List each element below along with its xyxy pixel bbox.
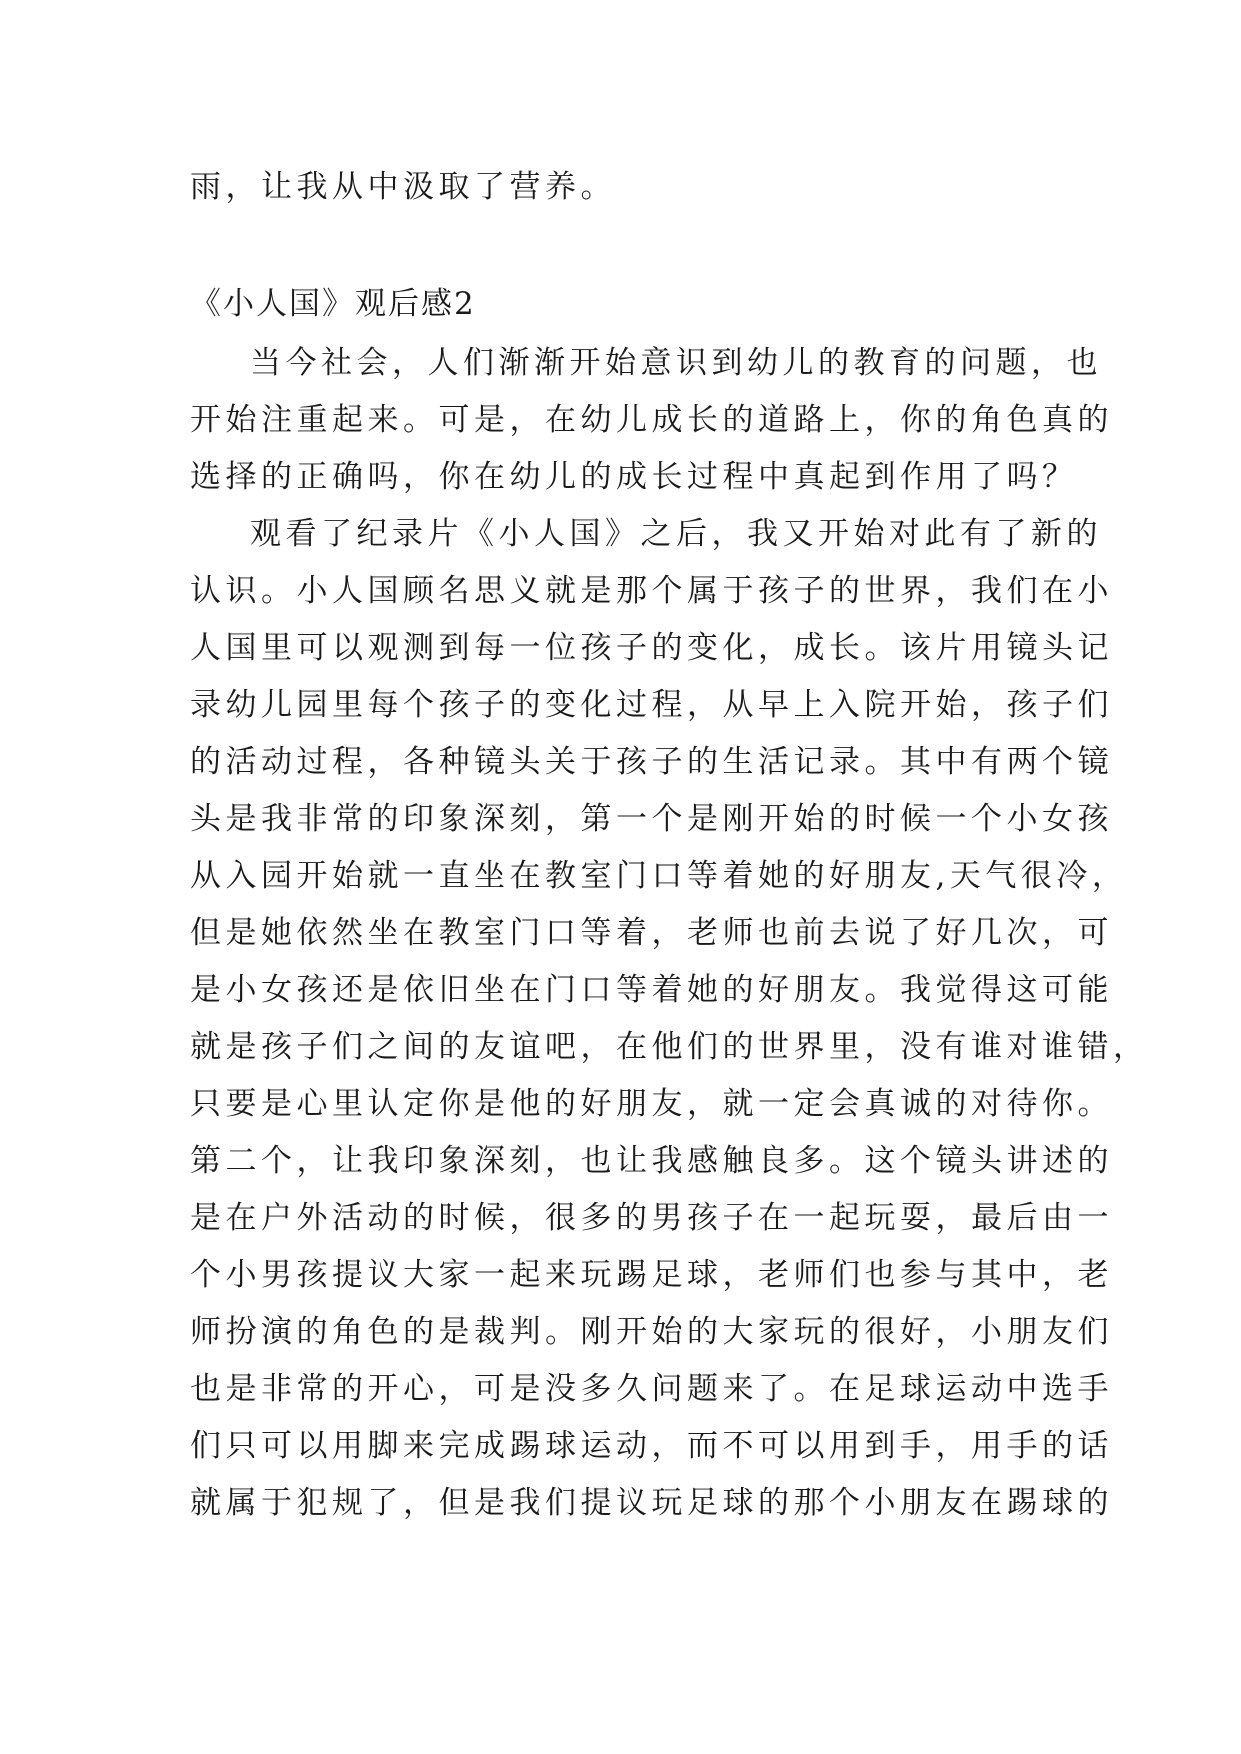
paragraph-line: 们只可以用脚来完成踢球运动，而不可以用到手，用手的话 xyxy=(190,1428,1113,1464)
paragraph-line: 人国里可以观测到每一位孩子的变化，成长。该片用镜头记 xyxy=(190,630,1113,666)
paragraph-line: 个小男孩提议大家一起来玩踢足球，老师们也参与其中，老 xyxy=(190,1257,1113,1293)
paragraph-line: 是在户外活动的时候，很多的男孩子在一起玩耍，最后由一 xyxy=(190,1200,1113,1236)
paragraph-line: 选择的正确吗，你在幼儿的成长过程中真起到作用了吗？ xyxy=(190,459,1078,495)
paragraph-line: 只要是心里认定你是他的好朋友，就一定会真诚的对待你。 xyxy=(190,1086,1113,1122)
paragraph-line: 雨，让我从中汲取了营养。 xyxy=(190,169,616,205)
paragraph-line: 也是非常的开心，可是没多久问题来了。在足球运动中选手 xyxy=(190,1371,1113,1407)
paragraph-line: 师扮演的角色的是裁判。刚开始的大家玩的很好，小朋友们 xyxy=(190,1314,1113,1350)
paragraph-line: 从入园开始就一直坐在教室门口等着她的好朋友,天气很冷， xyxy=(190,858,1128,894)
paragraph-line: 第二个，让我印象深刻，也让我感触良多。这个镜头讲述的 xyxy=(190,1143,1113,1179)
paragraph-line: 的活动过程，各种镜头关于孩子的生活记录。其中有两个镜 xyxy=(190,744,1113,780)
paragraph-line: 认识。小人国顾名思义就是那个属于孩子的世界，我们在小 xyxy=(190,573,1113,609)
paragraph-line: 头是我非常的印象深刻，第一个是刚开始的时候一个小女孩 xyxy=(190,801,1113,837)
paragraph-line: 观看了纪录片《小人国》之后，我又开始对此有了新的 xyxy=(250,516,1102,552)
section-heading: 《小人国》观后感2 xyxy=(190,286,476,322)
paragraph-line: 当今社会，人们渐渐开始意识到幼儿的教育的问题，也 xyxy=(250,345,1102,381)
paragraph-line: 但是她依然坐在教室门口等着，老师也前去说了好几次，可 xyxy=(190,915,1113,951)
paragraph-line: 是小女孩还是依旧坐在门口等着她的好朋友。我觉得这可能 xyxy=(190,972,1113,1008)
paragraph-line: 就是孩子们之间的友谊吧，在他们的世界里，没有谁对谁错， xyxy=(190,1029,1149,1065)
paragraph-line: 录幼儿园里每个孩子的变化过程，从早上入院开始，孩子们 xyxy=(190,687,1113,723)
paragraph-line: 开始注重起来。可是，在幼儿成长的道路上，你的角色真的 xyxy=(190,402,1113,438)
paragraph-line: 就属于犯规了，但是我们提议玩足球的那个小朋友在踢球的 xyxy=(190,1485,1113,1521)
